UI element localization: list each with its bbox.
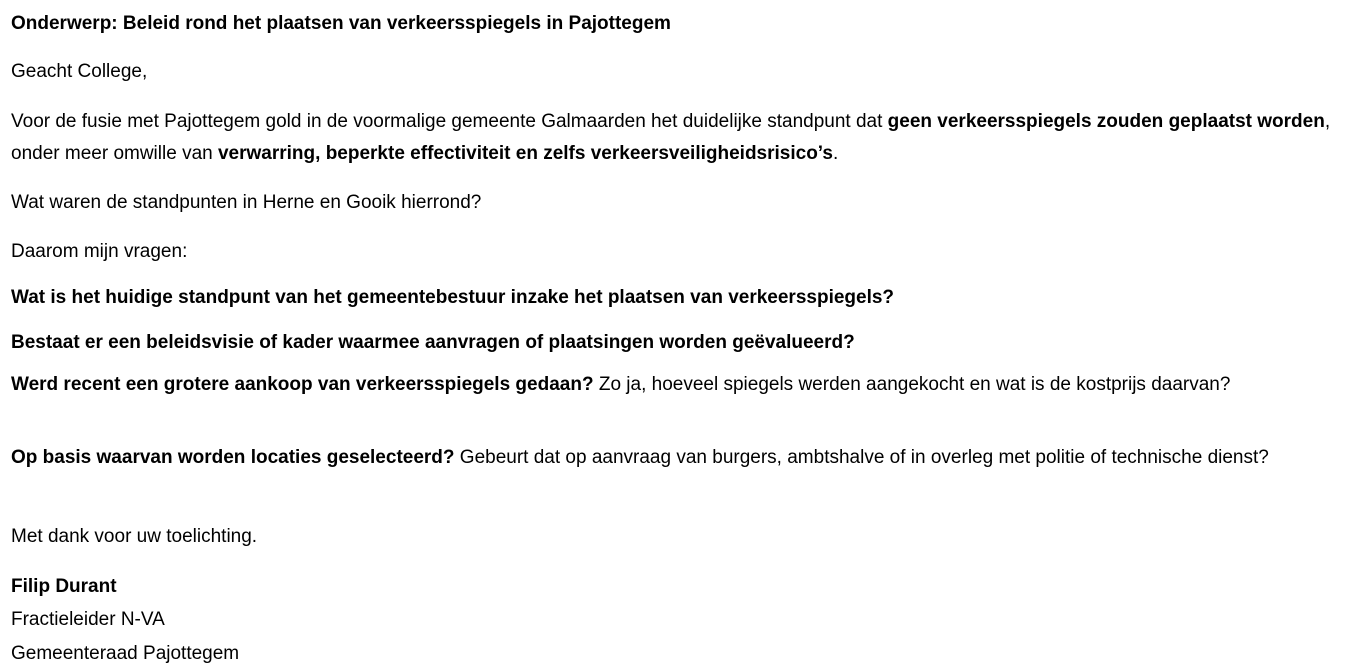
paragraph1-text-2: , onder meer omwille van bbox=[11, 111, 1331, 164]
question-4-bold: Op basis waarvan worden locaties geselecteerd? bbox=[11, 447, 455, 468]
paragraph1-text-1: Voor de fusie met Pajottegem gold in de voormalige gemeente Galmaarden het duidelijke standpunt dat bbox=[11, 111, 888, 132]
closing-line: Met dank voor uw toelichting. bbox=[11, 526, 258, 547]
subject-line: Onderwerp: Beleid rond het plaatsen van verkeersspiegels in Pajottegem bbox=[11, 13, 671, 34]
paragraph-herne-gooik: Wat waren de standpunten in Herne en Gooik hierrond? bbox=[11, 192, 482, 213]
signature-name: Filip Durant bbox=[11, 576, 117, 597]
signature-organization: Gemeenteraad Pajottegem bbox=[11, 643, 240, 664]
question-3-text: Zo ja, hoeveel spiegels werden aangekocht en wat is de kostprijs daarvan? bbox=[593, 374, 1231, 395]
paragraph-fusion-context bbox=[11, 106, 1359, 170]
question-1: Wat is het huidige standpunt van het gemeentebestuur inzake het plaatsen van verkeersspiegels? bbox=[11, 287, 895, 308]
paragraph1-bold-2: verwarring, beperkte effectiviteit en zelfs verkeersveiligheidsrisico’s bbox=[217, 143, 833, 164]
question-4 bbox=[11, 445, 1359, 471]
question-2: Bestaat er een beleidsvisie of kader waarmee aanvragen of plaatsingen worden geëvalueerd? bbox=[11, 332, 855, 353]
paragraph-questions-intro: Daarom mijn vragen: bbox=[11, 241, 188, 262]
greeting: Geacht College, bbox=[11, 61, 148, 82]
paragraph1-bold-1: geen verkeersspiegels zouden geplaatst worden bbox=[887, 111, 1325, 132]
question-4-text: Gebeurt dat op aanvraag van burgers, ambtshalve of in overleg met politie of technische dienst? bbox=[454, 447, 1269, 468]
question-3 bbox=[11, 372, 1359, 398]
signature-role: Fractieleider N-VA bbox=[11, 609, 165, 630]
paragraph1-text-3: . bbox=[832, 143, 839, 164]
question-3-bold: Werd recent een grotere aankoop van verkeersspiegels gedaan? bbox=[11, 374, 594, 395]
